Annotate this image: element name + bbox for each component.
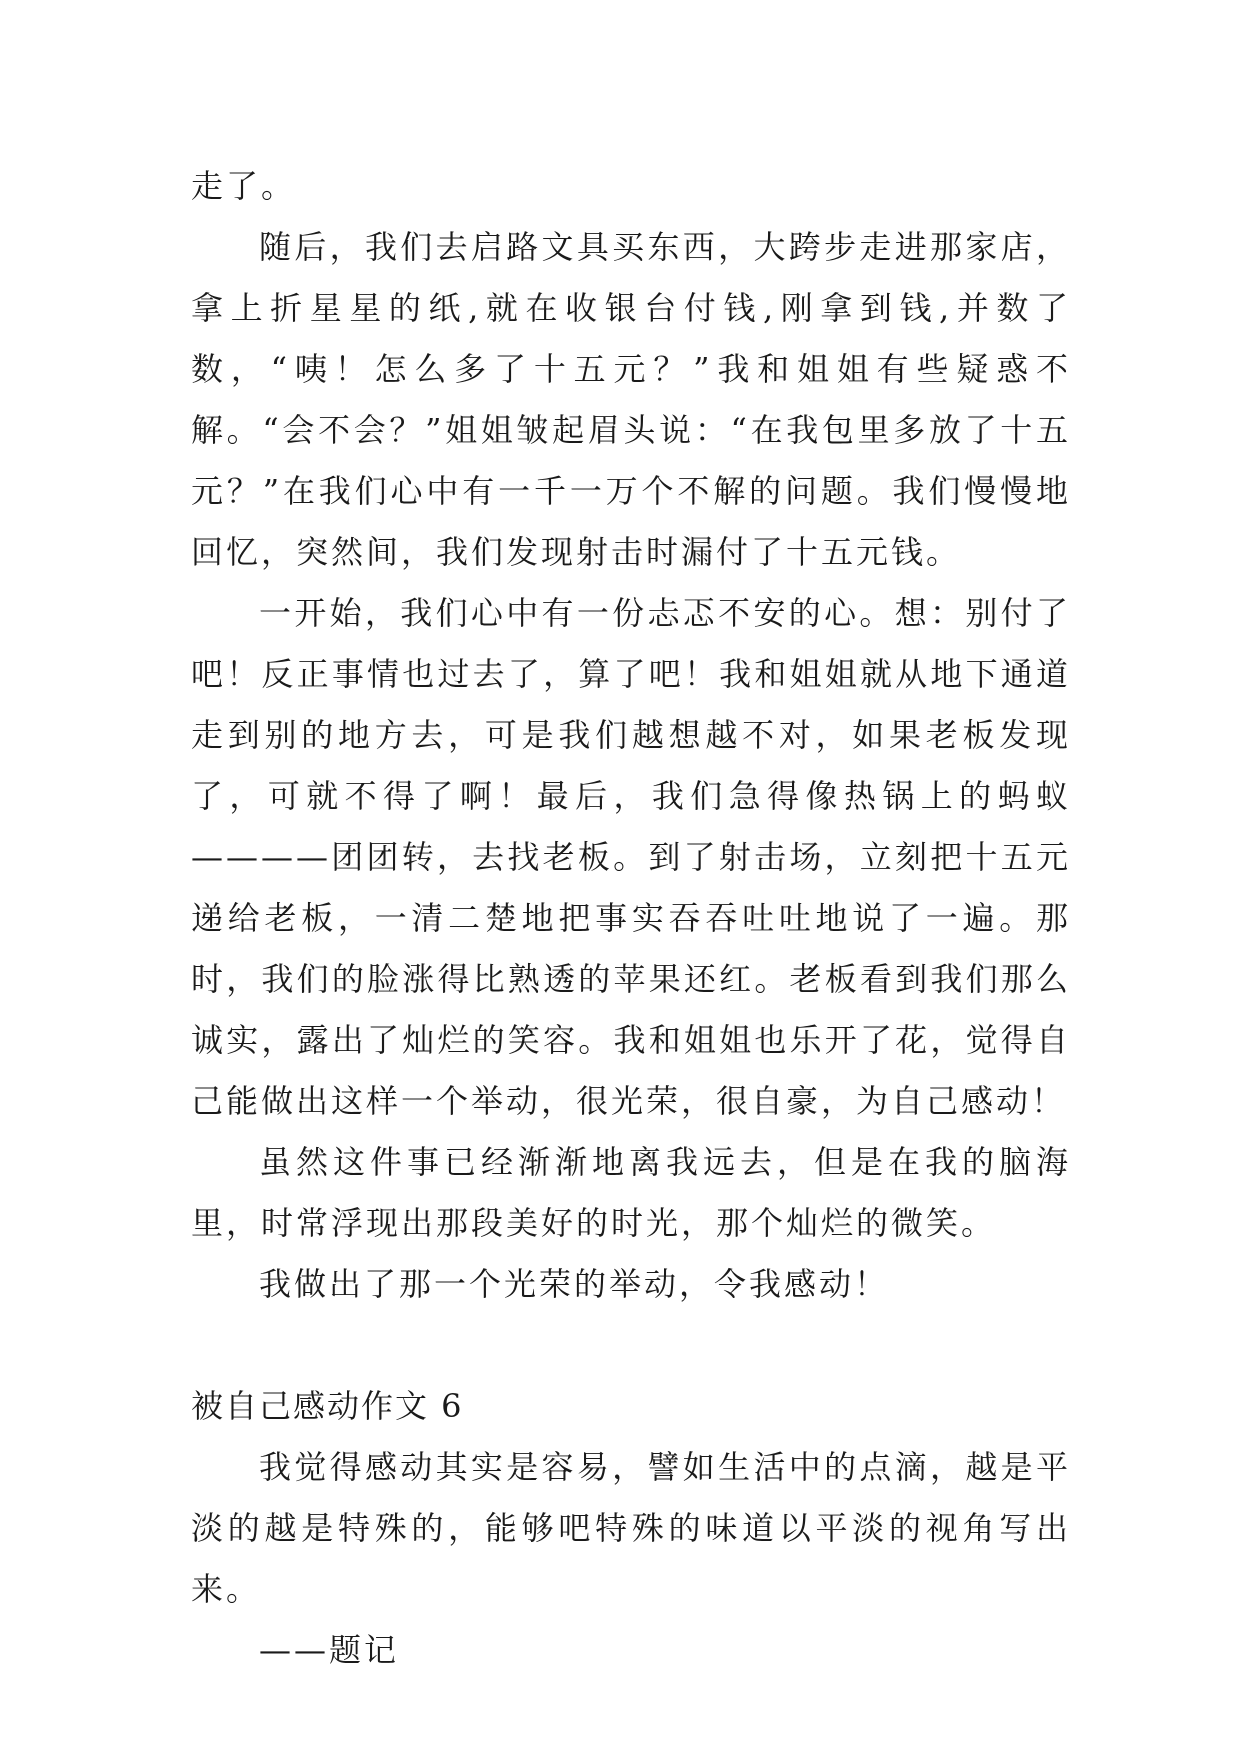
- epigraph-attribution: ——题记: [259, 1631, 400, 1669]
- paragraph: 我觉得感动其实是容易，譬如生活中的点滴，越是平淡的越是特殊的，能够吧特殊的味道以平淡的视角写出来。: [191, 1448, 1071, 1608]
- section-gap: [191, 1315, 1071, 1376]
- paragraph: 我做出了那一个光荣的举动，令我感动！: [259, 1265, 890, 1303]
- paragraph-continuation: 走了。: [191, 167, 297, 205]
- section-heading: 被自己感动作文 6: [191, 1387, 464, 1425]
- document-body: [191, 156, 1071, 1681]
- paragraph: 随后，我们去启路文具买东西，大跨步走进那家店，拿上折星星的纸,就在收银台付钱,刚拿到钱,并数了数，“咦！怎么多了十五元？”我和姐姐有些疑惑不解。“会不会？”姐姐皱起眉头说：“在我包里多放了十五元？”在我们心中有一千一万个不解的问题。我们慢慢地回忆，突然间，我们发现射击时漏付了十五元钱。: [191, 228, 1071, 571]
- paragraph: 虽然这件事已经渐渐地离我远去，但是在我的脑海里，时常浮现出那段美好的时光，那个灿烂的微笑。: [191, 1143, 1071, 1242]
- paragraph: 一开始，我们心中有一份忐忑不安的心。想：别付了吧！反正事情也过去了，算了吧！我和姐姐就从地下通道走到别的地方去，可是我们越想越不对，如果老板发现了，可就不得了啊！最后，我们急得像热锅上的蚂蚁————团团转，去找老板。到了射击场，立刻把十五元递给老板，一清二楚地把事实吞吞吐吐地说了一遍。那时，我们的脸涨得比熟透的苹果还红。老板看到我们那么诚实，露出了灿烂的笑容。我和姐姐也乐开了花，觉得自己能做出这样一个举动，很光荣，很自豪，为自己感动！: [191, 594, 1071, 1120]
